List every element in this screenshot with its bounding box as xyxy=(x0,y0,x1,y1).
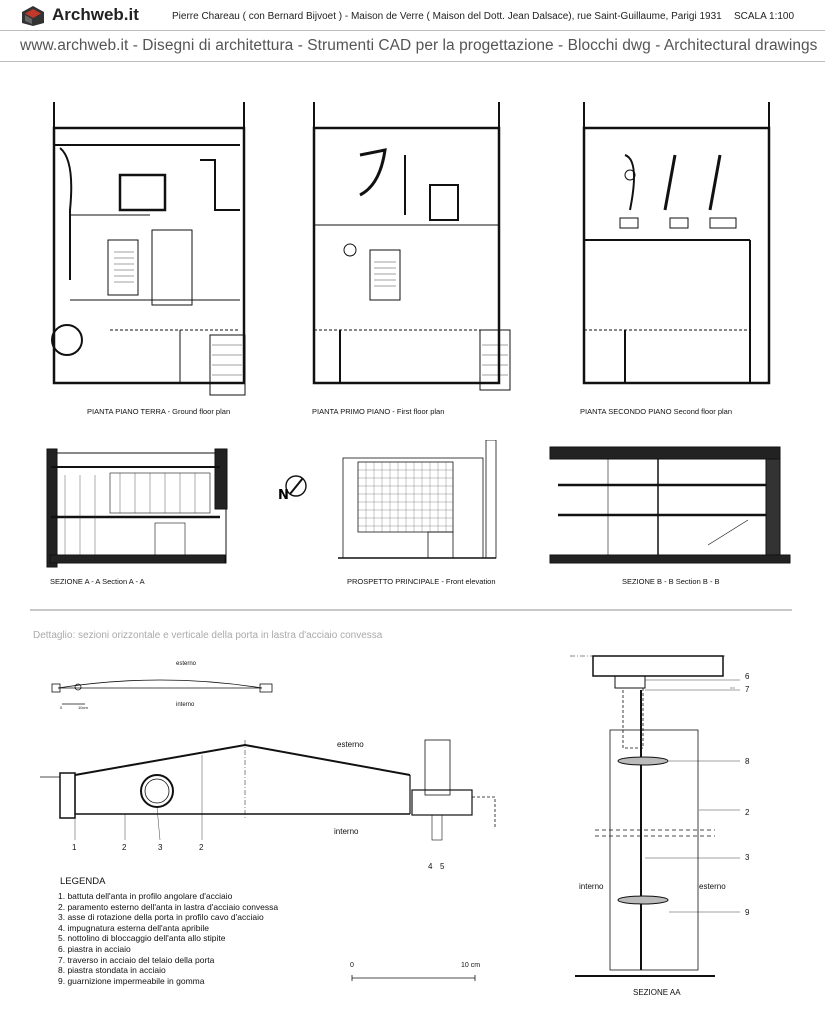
door-vertical-section xyxy=(565,650,785,990)
section-a-a-caption: SEZIONE A - A Section A - A xyxy=(50,577,145,586)
ground-floor-caption: PIANTA PIANO TERRA - Ground floor plan xyxy=(87,407,231,416)
small-scale-zero: 0 xyxy=(60,705,63,710)
drawing-scale: SCALA 1:100 xyxy=(734,11,795,22)
callout-h-2b: 2 xyxy=(199,843,204,852)
legend-item: 5. nottolino di bloccaggio dell'anta allo stipite xyxy=(58,933,226,944)
north-arrow-icon xyxy=(278,472,310,502)
drawing-title: Pierre Chareau ( con Bernard Bijvoet ) - Maison de Verre ( Maison del Dott. Jean Dalsace), rue Saint-Guillaume, Parigi 1931 xyxy=(172,11,722,22)
section-b-b-drawing xyxy=(548,445,793,575)
vsec-label-interno: interno xyxy=(579,882,604,891)
second-floor-plan xyxy=(570,100,790,400)
legend-item: 9. guarnizione impermeabile in gomma xyxy=(58,975,205,986)
callout-v-6: 6 xyxy=(745,672,750,681)
legend-item: 6. piastra in acciaio xyxy=(58,943,131,954)
legend-item: 4. impugnatura esterna dell'anta apribile xyxy=(58,922,209,933)
legend-list xyxy=(58,891,278,986)
legend-title: LEGENDA xyxy=(60,876,106,887)
second-floor-caption: PIANTA SECONDO PIANO Second floor plan xyxy=(580,407,733,416)
front-elevation-caption: PROSPETTO PRINCIPALE - Front elevation xyxy=(347,577,496,586)
small-label-interno: interno xyxy=(176,702,195,708)
section-aa-caption: SEZIONE AA xyxy=(633,988,681,997)
vsec-label-esterno: esterno xyxy=(699,882,726,891)
brand-name[interactable]: Archweb.it xyxy=(52,5,139,24)
label-interno: interno xyxy=(334,827,359,836)
scale-bar-10cm: 10 cm xyxy=(461,962,481,969)
scale-bar-zero: 0 xyxy=(350,962,354,969)
callout-h-5: 5 xyxy=(440,862,445,871)
svg-text:N: N xyxy=(278,488,289,502)
site-tagline[interactable]: www.archweb.it - Disegni di architettura - Strumenti CAD per la progettazione - Blocchi dwg - Architectural drawings xyxy=(20,37,818,54)
callout-v-9: 9 xyxy=(745,908,750,917)
small-scale-10cm: 10cm xyxy=(78,705,88,710)
door-horizontal-section xyxy=(40,735,500,870)
callout-h-1: 1 xyxy=(72,843,77,852)
section-a-a-drawing xyxy=(45,445,230,575)
callout-v-2: 2 xyxy=(745,808,750,817)
callout-v-3: 3 xyxy=(745,853,750,862)
section-divider xyxy=(30,609,792,611)
legend-item: 8. piastra stondata in acciaio xyxy=(58,965,166,976)
small-label-esterno: esterno xyxy=(176,661,197,667)
first-floor-caption: PIANTA PRIMO PIANO - First floor plan xyxy=(312,407,445,416)
door-small-section xyxy=(50,668,290,708)
callout-h-3: 3 xyxy=(158,843,163,852)
legend-item: 7. traverso in acciaio del telaio della porta xyxy=(58,954,215,965)
detail-title: Dettaglio: sezioni orizzontale e verticale della porta in lastra d'acciaio convessa xyxy=(33,630,383,641)
callout-v-7: 7 xyxy=(745,685,750,694)
legend-item: 2. paramento esterno dell'anta in lastra d'acciaio convessa xyxy=(58,901,279,912)
section-b-b-caption: SEZIONE B - B Section B - B xyxy=(622,577,720,586)
callout-h-4: 4 xyxy=(428,862,433,871)
ground-floor-plan xyxy=(40,100,265,400)
scale-bar xyxy=(350,972,480,982)
front-elevation-drawing xyxy=(338,440,498,575)
archweb-logo-icon[interactable] xyxy=(22,6,44,26)
callout-v-8: 8 xyxy=(745,757,750,766)
first-floor-plan xyxy=(300,100,530,400)
legend-item: 1. battuta dell'anta in profilo angolare d'acciaio xyxy=(58,891,233,901)
legend-item: 3. asse di rotazione della porta in profilo cavo d'acciaio xyxy=(58,912,264,923)
callout-h-2: 2 xyxy=(122,843,127,852)
label-esterno: esterno xyxy=(337,740,364,749)
